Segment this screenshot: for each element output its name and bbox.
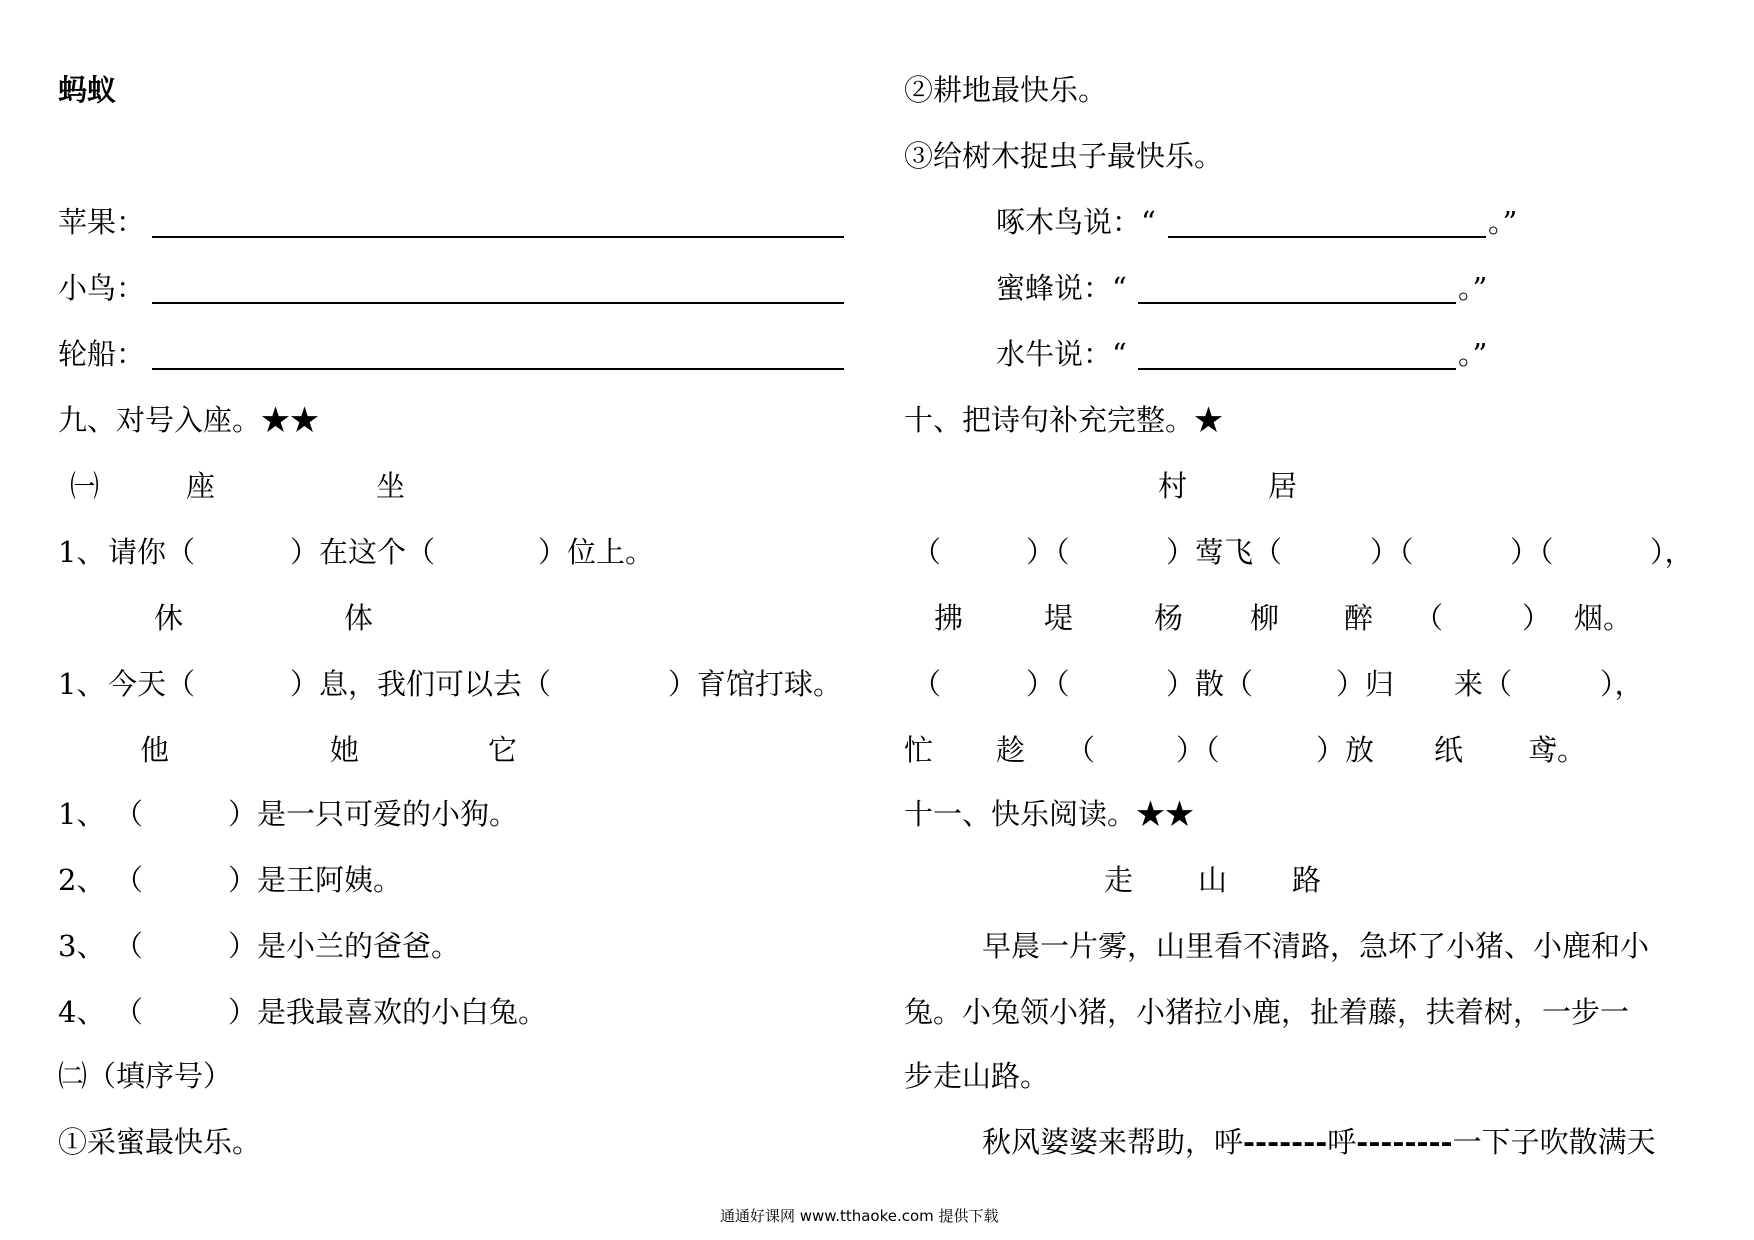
say-woodpecker-line[interactable] <box>1168 236 1486 238</box>
g2-seg1: 今天（ <box>108 667 196 701</box>
item4-number: 4、 <box>58 995 106 1029</box>
section11-title: 十一、快乐阅读。★★ <box>904 797 1195 831</box>
poem2-open: （ <box>1414 601 1444 635</box>
say-bee-line[interactable] <box>1138 302 1456 304</box>
g2-seg2: ）息，我们可以去（ <box>290 667 552 701</box>
poem2-end: 烟。 <box>1574 601 1633 635</box>
part2-label: ㈡（填序号） <box>58 1059 233 1093</box>
poem2-char-5: 醉 <box>1344 601 1374 635</box>
story-title-char-2: 山 <box>1198 863 1228 897</box>
word-zuo1: 座 <box>186 469 216 503</box>
g2-blank1[interactable] <box>204 672 290 702</box>
poem3-seg5: 来（ <box>1454 667 1513 701</box>
section9-title: 九、对号入座。★★ <box>58 403 320 437</box>
g1-seg3: ）位上。 <box>538 535 655 569</box>
item2-blank[interactable] <box>146 868 228 898</box>
poem-title-char-1: 村 <box>1158 469 1188 503</box>
poem4-mid: ）（ <box>1176 733 1220 767</box>
word-ta1: 他 <box>140 733 170 767</box>
fill-line-apple[interactable] <box>152 236 844 238</box>
story-para2-dash2: -------- <box>1356 1125 1453 1159</box>
say-woodpecker-end: 。” <box>1488 205 1518 239</box>
item1-open: （ <box>114 797 144 831</box>
story-para2-seg2: 呼 <box>1327 1125 1357 1159</box>
poem-title-char-2: 居 <box>1268 469 1298 503</box>
item4-text: ）是我最喜欢的小白兔。 <box>228 995 548 1029</box>
say-woodpecker-label: 啄木鸟说：“ <box>996 205 1156 239</box>
g2-number: 1、 <box>58 667 106 701</box>
item4-open: （ <box>114 995 144 1029</box>
item2-open: （ <box>114 863 144 897</box>
item3-open: （ <box>114 929 144 963</box>
say-buffalo-end: 。” <box>1458 337 1488 371</box>
story-para2-line1 <box>982 1122 1656 1162</box>
say-buffalo-line[interactable] <box>1138 368 1456 370</box>
say-bee-end: 。” <box>1458 271 1488 305</box>
poem3-seg4: ）归 <box>1336 667 1395 701</box>
poem1-seg1: （ <box>912 535 942 569</box>
g1-seg2: ）在这个（ <box>290 535 436 569</box>
poem4-yuan: 鸢。 <box>1528 733 1587 767</box>
poem4-char-2: 趁 <box>996 733 1026 767</box>
poem4-char-1: 忙 <box>904 733 934 767</box>
say-bee-label: 蜜蜂说：“ <box>996 271 1127 305</box>
say-buffalo-label: 水牛说：“ <box>996 337 1127 371</box>
story-para1-line2: 兔。小兔领小猪，小猪拉小鹿，扯着藤，扶着树，一步一 <box>904 995 1630 1029</box>
fill-line-bird[interactable] <box>152 302 844 304</box>
poem3-seg1: （ <box>912 667 942 701</box>
poem4-fang: ）放 <box>1316 733 1375 767</box>
poem2-char-2: 堤 <box>1044 601 1074 635</box>
story-title-char-3: 路 <box>1292 863 1322 897</box>
option-1: ①采蜜最快乐。 <box>58 1125 262 1159</box>
poem4-zhi: 纸 <box>1434 733 1464 767</box>
g1-seg1: 请你（ <box>108 535 196 569</box>
poem2-char-3: 杨 <box>1154 601 1184 635</box>
poem2-close: ） <box>1522 601 1552 635</box>
word-ti: 体 <box>344 601 374 635</box>
item3-blank[interactable] <box>146 934 228 964</box>
story-para1-line1: 早晨一片雾，山里看不清路，急坏了小猪、小鹿和小 <box>982 929 1650 963</box>
fill-label-apple: 苹果： <box>58 205 146 239</box>
story-para2-dash1: ------- <box>1243 1125 1328 1159</box>
poem3-seg3: ）散（ <box>1166 667 1254 701</box>
poem1-seg4: ）（ <box>1370 535 1414 569</box>
option-3: ③给树木捉虫子最快乐。 <box>904 139 1224 173</box>
part1-marker: ㈠ <box>70 469 100 503</box>
item1-text: ）是一只可爱的小狗。 <box>228 797 519 831</box>
fill-label-ship: 轮船： <box>58 337 146 371</box>
fill-label-bird: 小鸟： <box>58 271 146 305</box>
poem4-open: （ <box>1066 733 1096 767</box>
poem1-seg6: ）， <box>1650 535 1694 569</box>
story-para1-line3: 步走山路。 <box>904 1059 1050 1093</box>
poem3-seg6: ）， <box>1600 667 1644 701</box>
g2-seg3: ）育馆打球。 <box>668 667 843 701</box>
item3-text: ）是小兰的爸爸。 <box>228 929 461 963</box>
story-para2-seg3: 一下子吹散满天 <box>1452 1125 1656 1159</box>
g2-blank2[interactable] <box>582 672 668 702</box>
item2-text: ）是王阿姨。 <box>228 863 403 897</box>
g1-number: 1、 <box>58 535 106 569</box>
word-xiu: 休 <box>154 601 184 635</box>
item2-number: 2、 <box>58 863 106 897</box>
footer-credit: 通通好课网 www.tthaoke.com 提供下载 <box>720 1207 999 1225</box>
section10-title: 十、把诗句补充完整。★ <box>904 403 1224 437</box>
item4-blank[interactable] <box>146 1000 228 1030</box>
poem1-seg5: ）（ <box>1510 535 1554 569</box>
story-para2-seg1: 秋风婆婆来帮助，呼 <box>982 1125 1244 1159</box>
fill-line-ship[interactable] <box>152 368 844 370</box>
poem2-char-4: 柳 <box>1250 601 1280 635</box>
g1-blank2[interactable] <box>452 540 538 570</box>
story-title-char-1: 走 <box>1104 863 1134 897</box>
word-zuo2: 坐 <box>376 469 406 503</box>
poem2-char-1: 拂 <box>934 601 964 635</box>
poem1-seg3: ）莺飞（ <box>1166 535 1283 569</box>
item1-number: 1、 <box>58 797 106 831</box>
poem1-seg2: ）（ <box>1026 535 1070 569</box>
option-2: ②耕地最快乐。 <box>904 73 1108 107</box>
item3-number: 3、 <box>58 929 106 963</box>
g1-blank1[interactable] <box>204 540 290 570</box>
poem3-seg2: ）（ <box>1026 667 1070 701</box>
heading-ant: 蚂蚁 <box>58 73 117 107</box>
word-ta3: 它 <box>488 733 518 767</box>
item1-blank[interactable] <box>146 802 228 832</box>
word-ta2: 她 <box>330 733 360 767</box>
